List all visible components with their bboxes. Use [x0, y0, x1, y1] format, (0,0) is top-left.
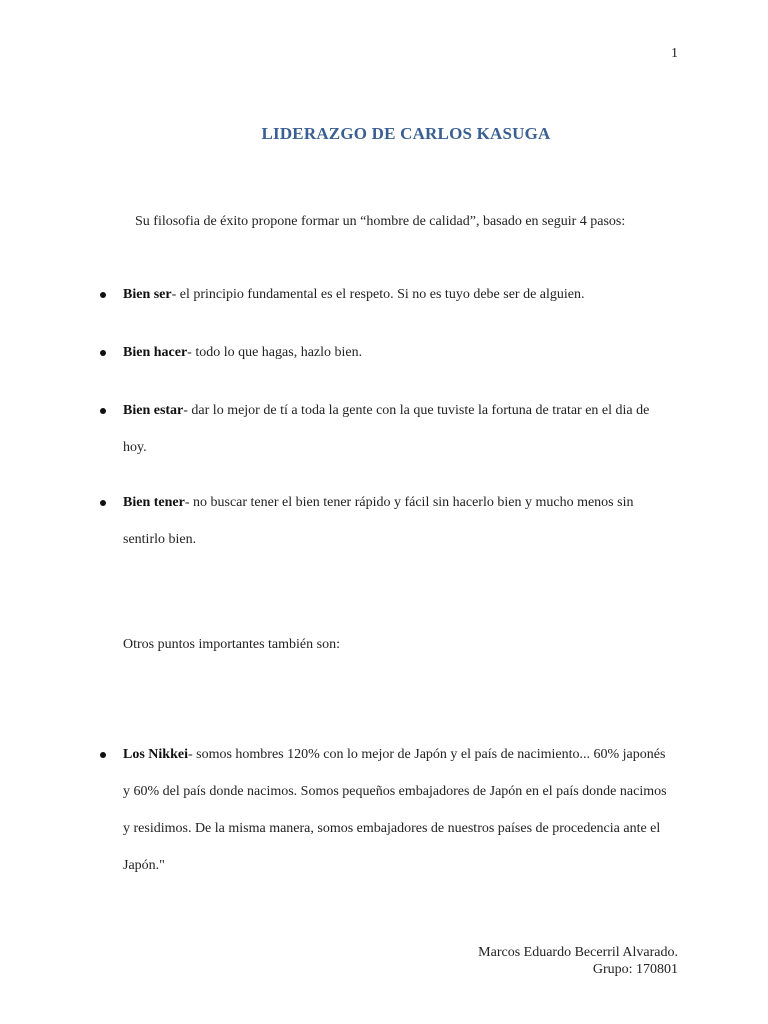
bullet-icon	[100, 500, 106, 506]
list-item-text	[123, 392, 668, 466]
bullet-icon	[100, 292, 106, 298]
step-description: - dar lo mejor de tí a toda la gente con la que tuviste la fortuna de tratar en el dia de hoy.	[123, 403, 650, 455]
intro-paragraph: Su filosofia de éxito propone formar un “hombre de calidad”, basado en seguir 4 pasos:	[135, 214, 626, 229]
others-heading: Otros puntos importantes también son:	[123, 637, 340, 652]
author-block	[380, 944, 678, 978]
point-term: Los Nikkei	[123, 747, 188, 762]
step-term: Bien hacer	[123, 345, 188, 360]
document-title: LIDERAZGO DE CARLOS KASUGA	[261, 124, 551, 143]
step-description: - el principio fundamental es el respeto. Si no es tuyo debe ser de alguien.	[171, 287, 585, 302]
step-term: Bien ser	[123, 287, 172, 302]
author-group: Grupo: 170801	[592, 962, 678, 977]
step-term: Bien estar	[123, 403, 184, 418]
list-item-text	[123, 736, 668, 884]
point-description: - somos hombres 120% con lo mejor de Japón y el país de nacimiento... 60% japonés y 60% del país donde nacimos. Somos pequeños embajadores de Japón en el país donde nacimos y residimos. De la misma manera, somos embajadores de nuestros países de procedencia ante el Japón."	[123, 747, 667, 873]
bullet-icon	[100, 752, 106, 758]
step-description: - no buscar tener el bien tener rápido y fácil sin hacerlo bien y mucho menos sin sentirlo bien.	[123, 495, 634, 547]
step-description: - todo lo que hagas, hazlo bien.	[187, 345, 363, 360]
step-term: Bien tener	[123, 495, 185, 510]
page-number: 1	[671, 46, 678, 61]
author-name: Marcos Eduardo Becerril Alvarado.	[478, 945, 678, 960]
list-item-text	[123, 484, 668, 558]
bullet-icon	[100, 408, 106, 414]
list-item-text	[123, 276, 668, 313]
bullet-icon	[100, 350, 106, 356]
list-item-text	[123, 334, 668, 371]
